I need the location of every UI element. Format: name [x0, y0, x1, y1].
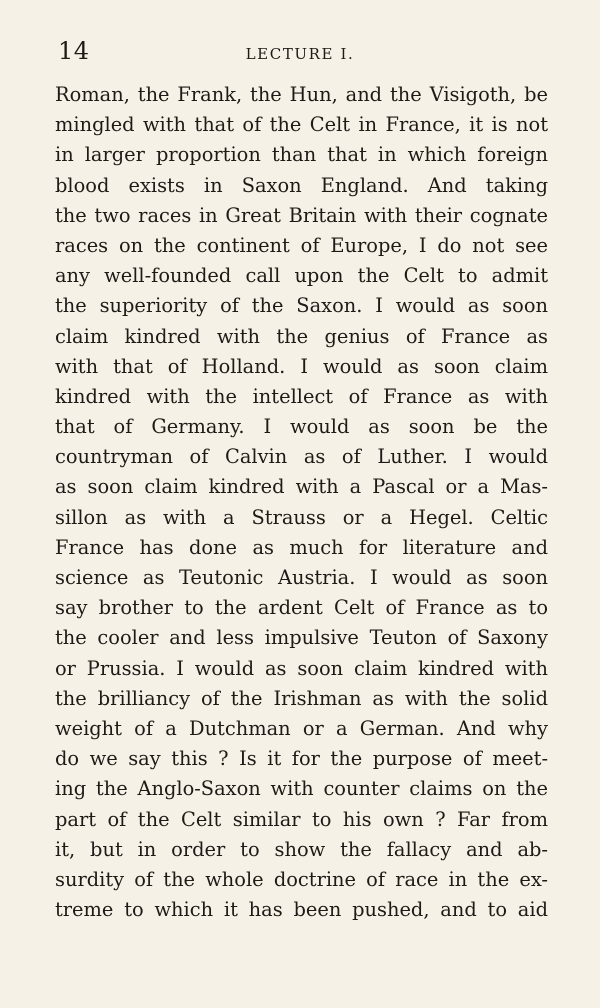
text-line: the two races in Great Britain with their cognate	[55, 203, 548, 227]
text-line: treme to which it has been pushed, and to aid	[55, 898, 548, 922]
text-line: Roman, the Frank, the Hun, and the Visigoth, be	[55, 83, 548, 106]
text-line: any well-founded call upon the Celt to admit	[55, 264, 548, 288]
text-line: France has done as much for literature and	[55, 535, 548, 559]
running-head: LECTURE I.	[245, 45, 355, 63]
text-line: kindred with the intellect of France as with	[55, 384, 548, 408]
text-line: do we say this ? Is it for the purpose of meet-	[55, 747, 548, 771]
text-line: the cooler and less impulsive Teuton of Saxony	[55, 626, 548, 650]
text-line: sillon as with a Strauss or a Hegel. Celtic	[55, 505, 548, 529]
text-line: mingled with that of the Celt in France, it is not	[55, 113, 548, 137]
body-text	[55, 80, 548, 925]
text-line: as soon claim kindred with a Pascal or a Mas-	[55, 475, 548, 499]
text-line: races on the continent of Europe, I do not see	[55, 233, 548, 257]
text-line: blood exists in Saxon England. And taking	[55, 173, 548, 197]
text-line: the brilliancy of the Irishman as with the solid	[55, 686, 548, 710]
text-line: weight of a Dutchman or a German. And why	[55, 716, 548, 740]
text-line: ing the Anglo-Saxon with counter claims on the	[55, 777, 548, 801]
text-line: it, but in order to show the fallacy and ab-	[55, 837, 548, 861]
page-number: 14	[58, 37, 90, 65]
text-line: say brother to the ardent Celt of France as to	[55, 596, 548, 620]
text-line: claim kindred with the genius of France as	[55, 324, 548, 348]
text-line: in larger proportion than that in which foreign	[55, 143, 548, 167]
text-line: part of the Celt similar to his own ? Far from	[55, 807, 548, 831]
text-line: countryman of Calvin as of Luther. I would	[55, 445, 548, 469]
text-line: surdity of the whole doctrine of race in the ex-	[55, 867, 548, 891]
text-line: the superiority of the Saxon. I would as soon	[55, 294, 548, 318]
text-line: or Prussia. I would as soon claim kindred with	[55, 656, 548, 680]
text-line: with that of Holland. I would as soon claim	[55, 354, 548, 378]
text-line: science as Teutonic Austria. I would as soon	[55, 566, 548, 589]
text-line: that of Germany. I would as soon be the	[55, 415, 548, 439]
